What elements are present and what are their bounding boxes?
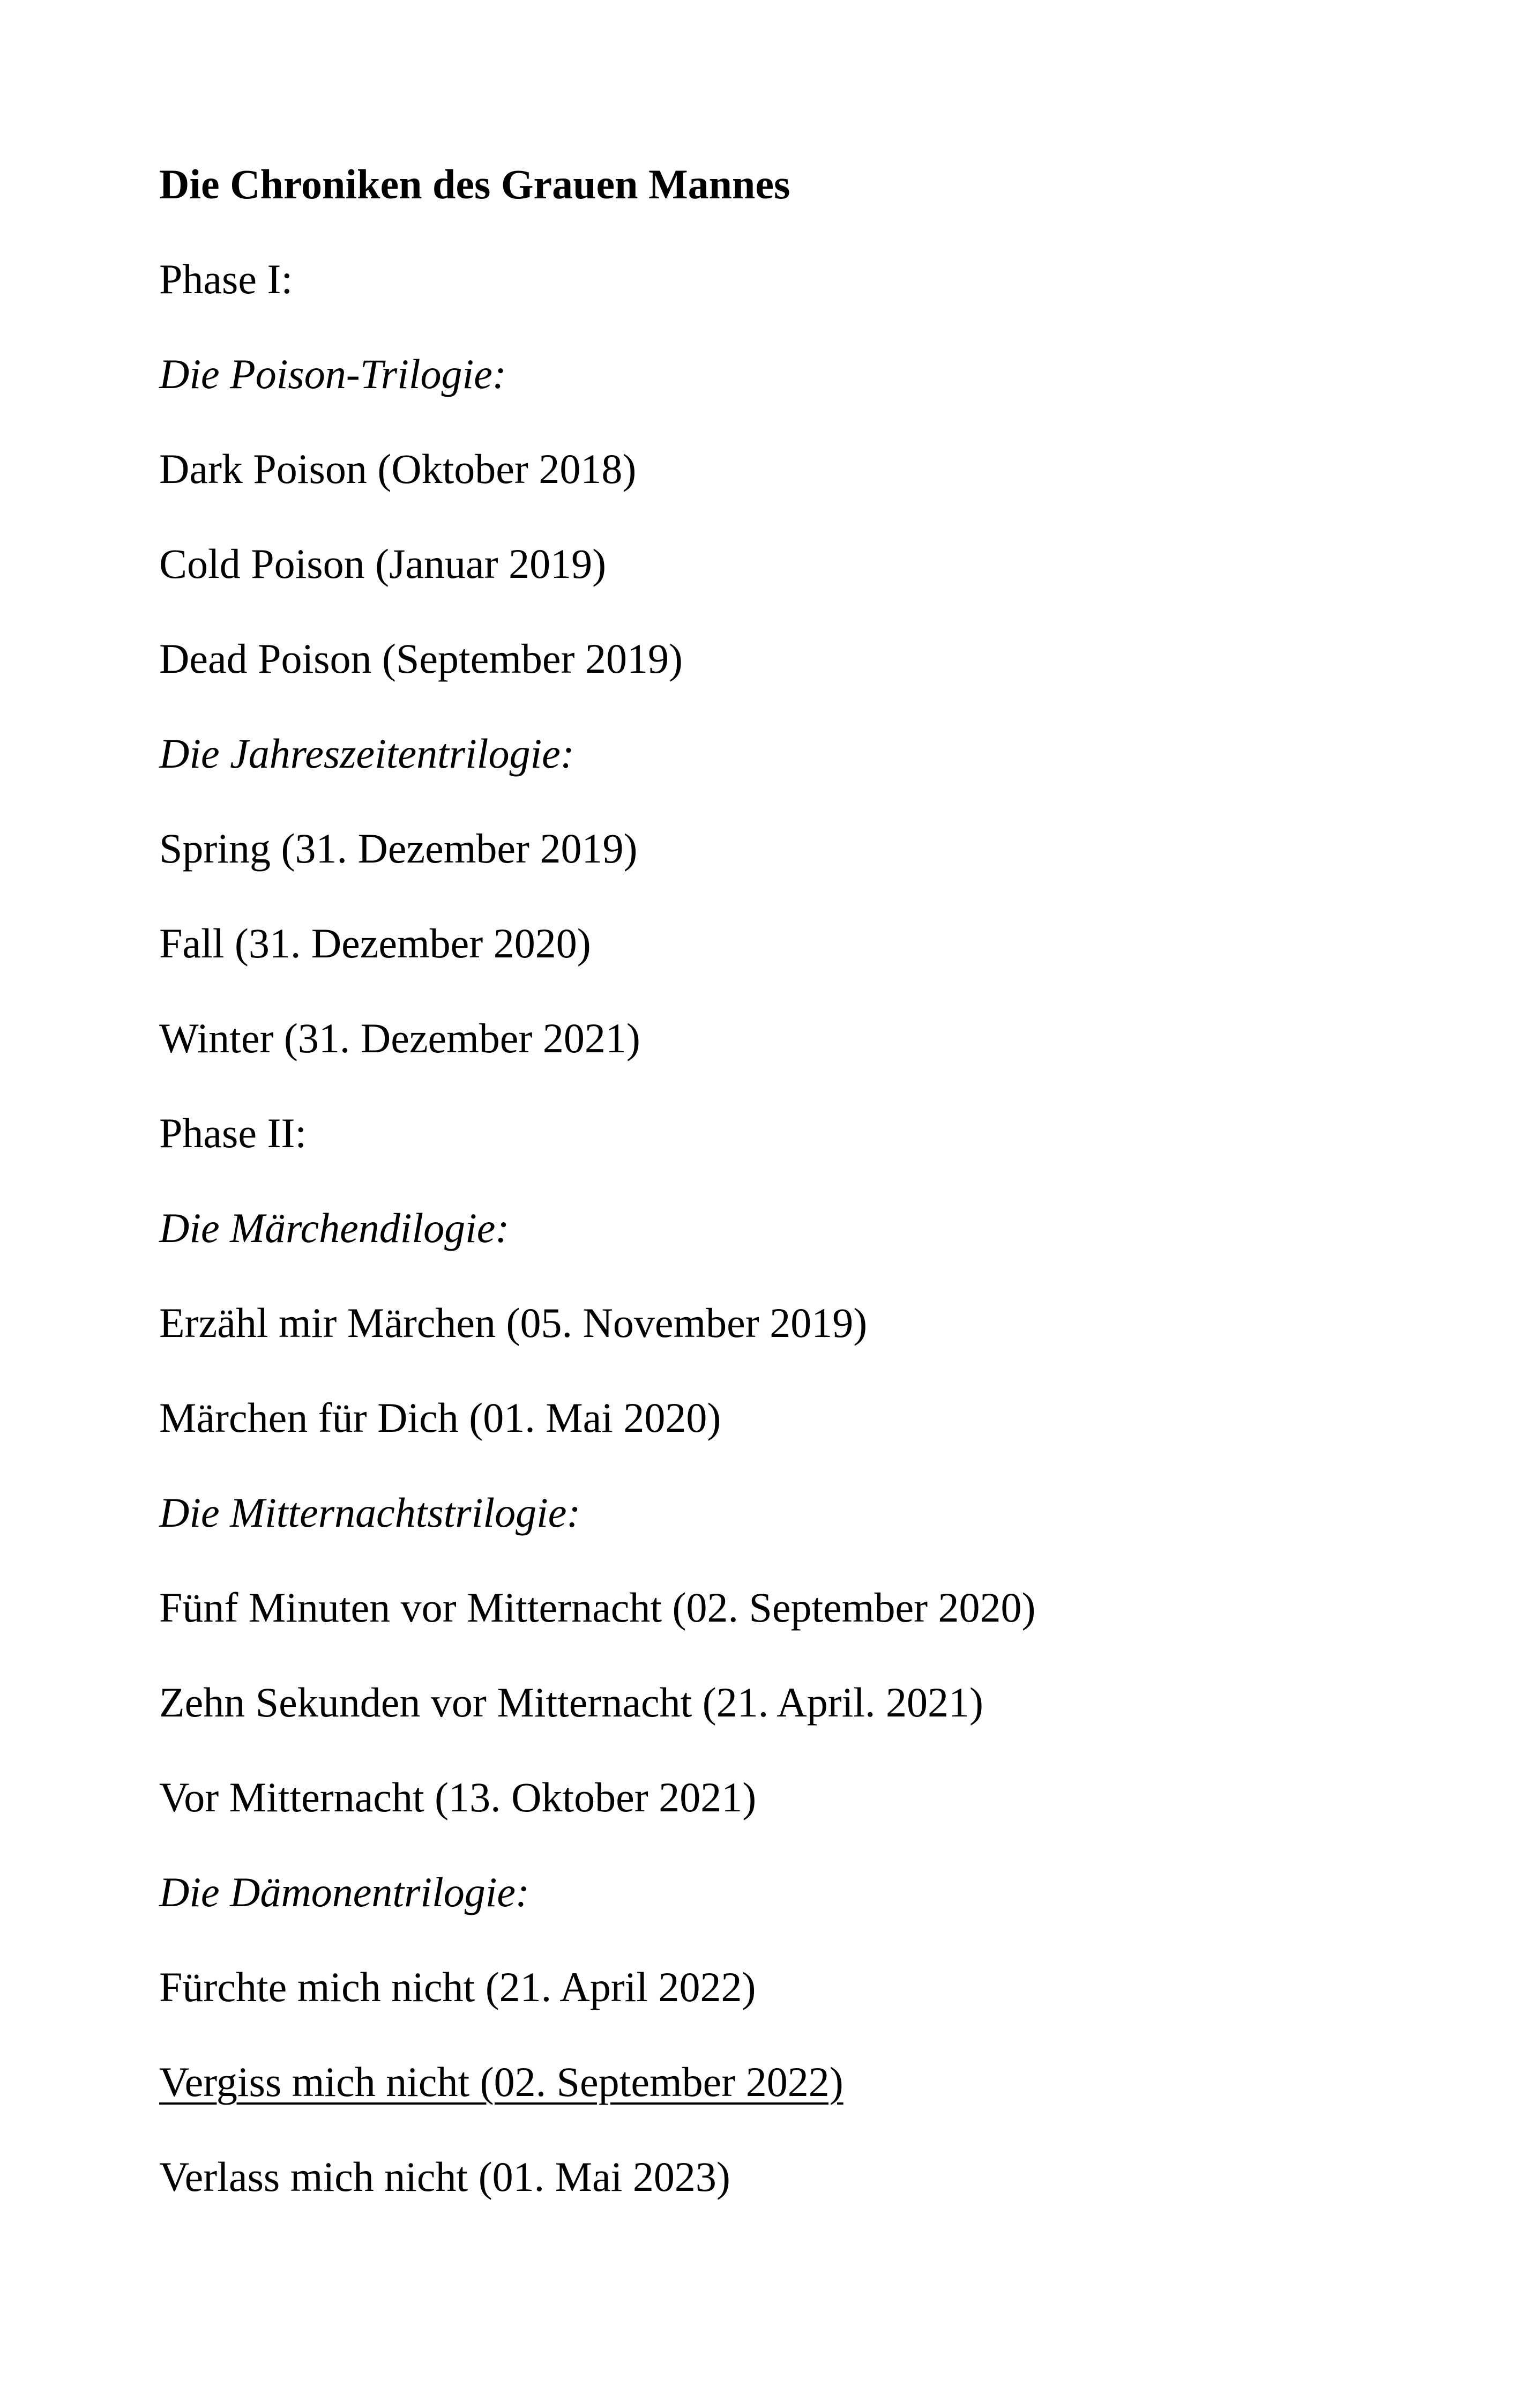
book-entry: Vor Mitternacht (13. Oktober 2021) <box>159 1774 757 1820</box>
book-entry: Verlass mich nicht (01. Mai 2023) <box>159 2153 730 2200</box>
document-body <box>159 163 1392 2251</box>
phase-1-label: Phase I: <box>159 256 293 302</box>
book-entry: Fall (31. Dezember 2020) <box>159 920 591 967</box>
book-entry: Fürchte mich nicht (21. April 2022) <box>159 1964 756 2010</box>
phase-2-label: Phase II: <box>159 1110 307 1156</box>
seasons-trilogy-heading: Die Jahreszeitentrilogie: <box>159 730 574 777</box>
demon-trilogy-heading: Die Dämonentrilogie: <box>159 1869 530 1915</box>
book-entry: Spring (31. Dezember 2019) <box>159 825 638 872</box>
document-title: Die Chroniken des Grauen Mannes <box>159 161 790 207</box>
book-entry: Winter (31. Dezember 2021) <box>159 1015 640 1061</box>
book-entry: Dark Poison (Oktober 2018) <box>159 445 637 492</box>
book-entry: Dead Poison (September 2019) <box>159 635 683 682</box>
book-entry: Fünf Minuten vor Mitternacht (02. September 2020) <box>159 1584 1036 1631</box>
book-entry: Erzähl mir Märchen (05. November 2019) <box>159 1299 868 1346</box>
book-entry: Zehn Sekunden vor Mitternacht (21. April. 2021) <box>159 1679 984 1726</box>
book-entry-underlined <box>159 2058 1392 2105</box>
fairytale-dilogy-heading: Die Märchendilogie: <box>159 1205 510 1251</box>
book-entry: Märchen für Dich (01. Mai 2020) <box>159 1394 721 1441</box>
midnight-trilogy-heading: Die Mitternachtstrilogie: <box>159 1489 581 1536</box>
poison-trilogy-heading: Die Poison-Trilogie: <box>159 351 506 397</box>
underlined-book-title: Vergiss mich nicht (02. September 2022) <box>159 2058 843 2105</box>
book-entry: Cold Poison (Januar 2019) <box>159 540 607 587</box>
